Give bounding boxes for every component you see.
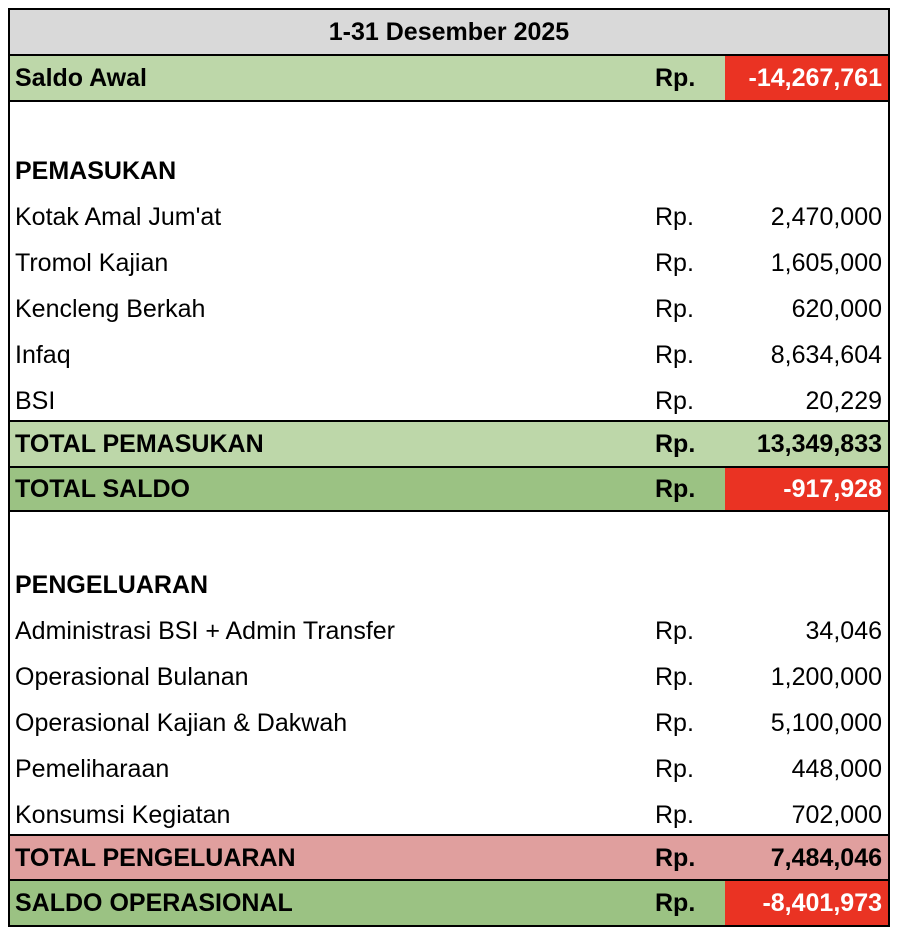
period-header <box>10 10 888 56</box>
operational-balance-label: SALDO OPERASIONAL <box>15 888 293 917</box>
expense-item-label: Administrasi BSI + Admin Transfer <box>15 616 396 645</box>
expense-item-value: 34,046 <box>805 616 882 645</box>
income-item-value: 2,470,000 <box>770 202 882 231</box>
expense-item-row <box>10 792 888 838</box>
expense-item-row <box>10 746 888 792</box>
opening-balance-value: -14,267,761 <box>725 56 888 100</box>
total-income-row <box>10 420 888 466</box>
expense-heading: PENGELUARAN <box>15 570 209 599</box>
expense-item-row <box>10 608 888 654</box>
income-item-label: Kencleng Berkah <box>15 294 206 323</box>
income-item-row <box>10 286 888 332</box>
total-balance-value: -917,928 <box>725 468 888 510</box>
total-income-value: 13,349,833 <box>756 429 882 458</box>
currency-label: Rp. <box>655 800 694 829</box>
total-balance-label: TOTAL SALDO <box>15 474 190 503</box>
currency-label: Rp. <box>655 474 696 503</box>
currency-label: Rp. <box>655 708 694 737</box>
income-item-row <box>10 240 888 286</box>
income-item-value: 8,634,604 <box>770 340 882 369</box>
income-item-label: BSI <box>15 386 56 415</box>
income-item-value: 620,000 <box>791 294 882 323</box>
currency-label: Rp. <box>655 63 696 92</box>
income-item-row <box>10 378 888 424</box>
expense-heading-row <box>10 562 888 608</box>
currency-label: Rp. <box>655 616 694 645</box>
currency-label: Rp. <box>655 248 694 277</box>
total-expense-value: 7,484,046 <box>770 843 882 872</box>
expense-item-label: Operasional Bulanan <box>15 662 249 691</box>
opening-balance-row <box>10 56 888 102</box>
blank-row <box>10 512 888 558</box>
currency-label: Rp. <box>655 340 694 369</box>
expense-item-value: 5,100,000 <box>770 708 882 737</box>
blank-row <box>10 102 888 148</box>
expense-item-value: 1,200,000 <box>770 662 882 691</box>
income-item-label: Kotak Amal Jum'at <box>15 202 222 231</box>
total-balance-row <box>10 466 888 512</box>
income-heading-row <box>10 148 888 194</box>
currency-label: Rp. <box>655 754 694 783</box>
currency-label: Rp. <box>655 386 694 415</box>
expense-item-value: 702,000 <box>791 800 882 829</box>
financial-report-table <box>8 8 890 927</box>
income-item-value: 1,605,000 <box>770 248 882 277</box>
currency-label: Rp. <box>655 888 696 917</box>
opening-balance-label: Saldo Awal <box>15 63 147 92</box>
currency-label: Rp. <box>655 662 694 691</box>
operational-balance-row <box>10 879 888 925</box>
total-expense-label: TOTAL PENGELUARAN <box>15 843 296 872</box>
income-item-label: Tromol Kajian <box>15 248 169 277</box>
currency-label: Rp. <box>655 202 694 231</box>
operational-balance-value: -8,401,973 <box>725 881 888 925</box>
expense-item-label: Operasional Kajian & Dakwah <box>15 708 348 737</box>
expense-item-row <box>10 700 888 746</box>
expense-item-row <box>10 654 888 700</box>
income-item-row <box>10 194 888 240</box>
currency-label: Rp. <box>655 294 694 323</box>
income-item-value: 20,229 <box>805 386 882 415</box>
income-item-label: Infaq <box>15 340 71 369</box>
total-expense-row <box>10 834 888 880</box>
currency-label: Rp. <box>655 843 696 872</box>
expense-item-value: 448,000 <box>791 754 882 783</box>
income-item-row <box>10 332 888 378</box>
currency-label: Rp. <box>655 429 696 458</box>
total-income-label: TOTAL PEMASUKAN <box>15 429 264 458</box>
period-title: 1-31 Desember 2025 <box>328 17 570 46</box>
expense-item-label: Konsumsi Kegiatan <box>15 800 231 829</box>
expense-item-label: Pemeliharaan <box>15 754 170 783</box>
income-heading: PEMASUKAN <box>15 156 177 185</box>
